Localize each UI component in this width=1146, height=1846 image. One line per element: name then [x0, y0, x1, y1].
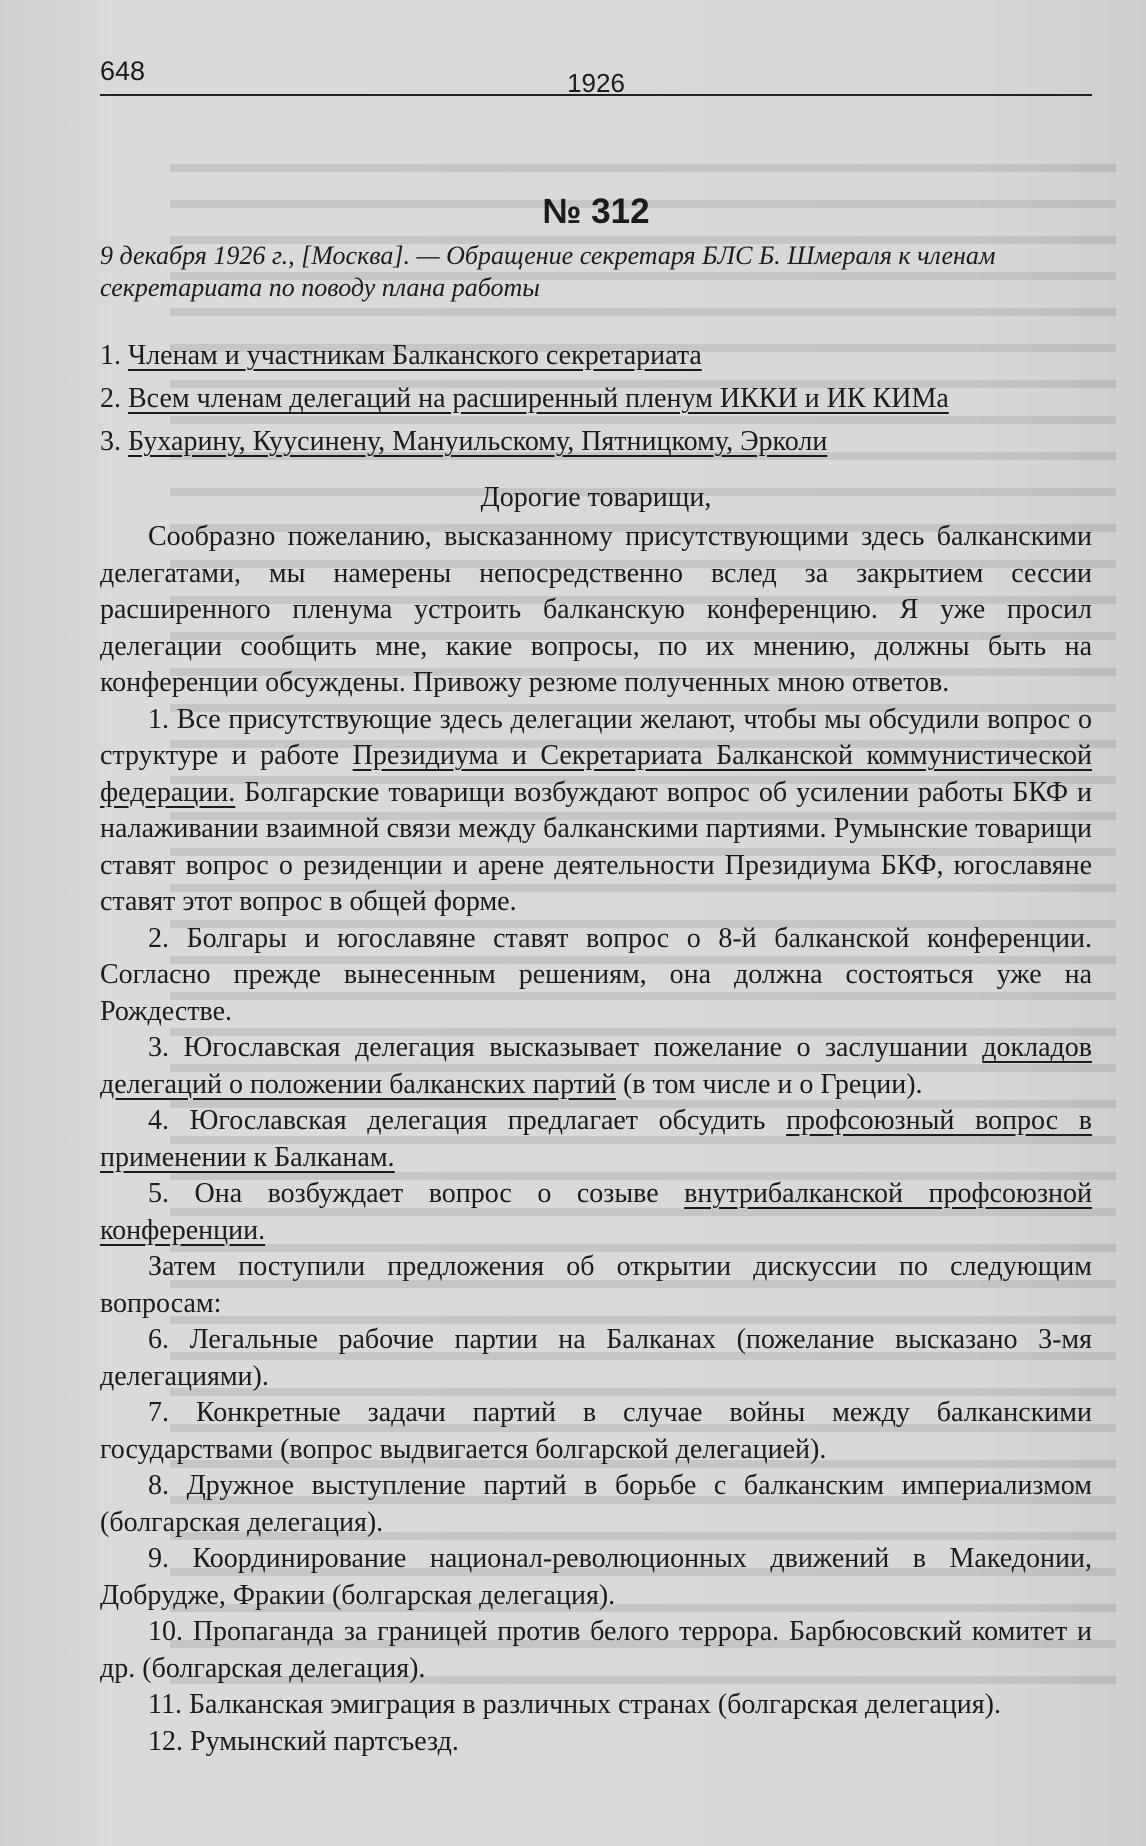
item-3-text: 3. Югославская делегация высказывает пожелание о заслушании — [148, 1032, 983, 1063]
addressee-text: Членам и участникам Балканского секретариата — [128, 340, 702, 371]
item-7: 7. Конкретные задачи партий в случае войны между балканскими государствами (вопрос выдвигается болгарской делегацией). — [100, 1397, 1092, 1465]
intro-paragraph: Сообразно пожеланию, высказанному присутствующими здесь балканскими делегатами, мы намерены непосредственно вслед за закрытием сессии расширенного пленума устроить балканскую конференцию. Я уже просил делегации сообщить мне, какие вопросы, по их мнению, должны быть на конференции обсуждены. Привожу резюме полученных мною ответов. — [100, 521, 1092, 698]
document-subtitle: 9 декабря 1926 г., [Москва]. — Обращение секретаря БЛС Б. Шмераля к членам секретариата по поводу плана работы — [100, 241, 996, 302]
document-number: № 312 — [542, 192, 650, 231]
item-1-text: 1. Все присутствующие здесь делегации желают, чтобы мы обсудили вопрос о структуре и работе — [100, 703, 1092, 771]
item-12: 12. Румынский партсъезд. — [148, 1725, 459, 1757]
addressee-number: 3. — [100, 426, 128, 457]
page-header — [100, 50, 1092, 96]
addressee-number: 2. — [100, 383, 128, 414]
greeting: Дорогие товарищи, — [480, 482, 712, 513]
addressee-item — [100, 334, 1092, 377]
discussion-paragraph: Затем поступили предложения об открытии дискуссии по следующим вопросам: — [100, 1251, 1092, 1319]
item-4-text: 4. Югославская делегация предлагает обсудить — [148, 1105, 787, 1136]
running-title: 1926 — [567, 68, 625, 98]
item-1-text-cont: Болгарские товарищи возбуждают вопрос об усилении работы БКФ и налаживании взаимной связи между балканскими партиями. Румынские товарищи ставят вопрос о резиденции и арене деятельности Президиума БКФ, югославяне ставят этот вопрос в общей форме. — [100, 776, 1092, 917]
item-4-underlined: профсоюзный вопрос в применении к Балканам. — [100, 1105, 1092, 1173]
addressee-text: Всем членам делегаций на расширенный пленум ИККИ и ИК КИМа — [128, 383, 949, 414]
addressee-list — [100, 334, 1092, 463]
item-3-underlined: докладов делегаций о положении балканских партий — [100, 1032, 1092, 1100]
item-10: 10. Пропаганда за границей против белого террора. Барбюсовский комитет и др. (болгарская делегация). — [100, 1616, 1092, 1684]
addressee-text: Бухарину, Куусинену, Мануильскому, Пятницкому, Эрколи — [128, 426, 828, 457]
item-8: 8. Дружное выступление партий в борьбе с балканским империализмом (болгарская делегация). — [100, 1470, 1092, 1538]
item-6: 6. Легальные рабочие партии на Балканах (пожелание высказано 3-мя делегациями). — [100, 1324, 1092, 1392]
letter-body — [100, 519, 1092, 1760]
item-1 — [100, 702, 1092, 921]
item-11: 11. Балканская эмиграция в различных странах (болгарская делегация). — [148, 1689, 1001, 1720]
item-9: 9. Координирование национал-революционных движений в Македонии, Добрудже, Фракии (болгарская делегация). — [100, 1543, 1092, 1611]
addressee-number: 1. — [100, 340, 128, 371]
item-5-text: 5. Она возбуждает вопрос о созыве — [148, 1178, 685, 1209]
addressee-item — [100, 377, 1092, 420]
item-4 — [100, 1103, 1092, 1176]
item-3 — [100, 1030, 1092, 1103]
page-number: 648 — [100, 56, 146, 86]
item-2: 2. Болгары и югославяне ставят вопрос о 8-й балканской конференции. Согласно прежде вынесенным решениям, она должна состояться уже на Рождестве. — [100, 922, 1092, 1027]
item-1-underlined: Президиума и Секретариата Балканской коммунистической федерации. — [100, 740, 1092, 808]
item-5 — [100, 1176, 1092, 1249]
addressee-item — [100, 420, 1092, 463]
item-5-underlined: внутрибалканской профсоюзной конференции. — [100, 1178, 1092, 1246]
item-3-text-cont: (в том числе и о Греции). — [615, 1068, 923, 1100]
